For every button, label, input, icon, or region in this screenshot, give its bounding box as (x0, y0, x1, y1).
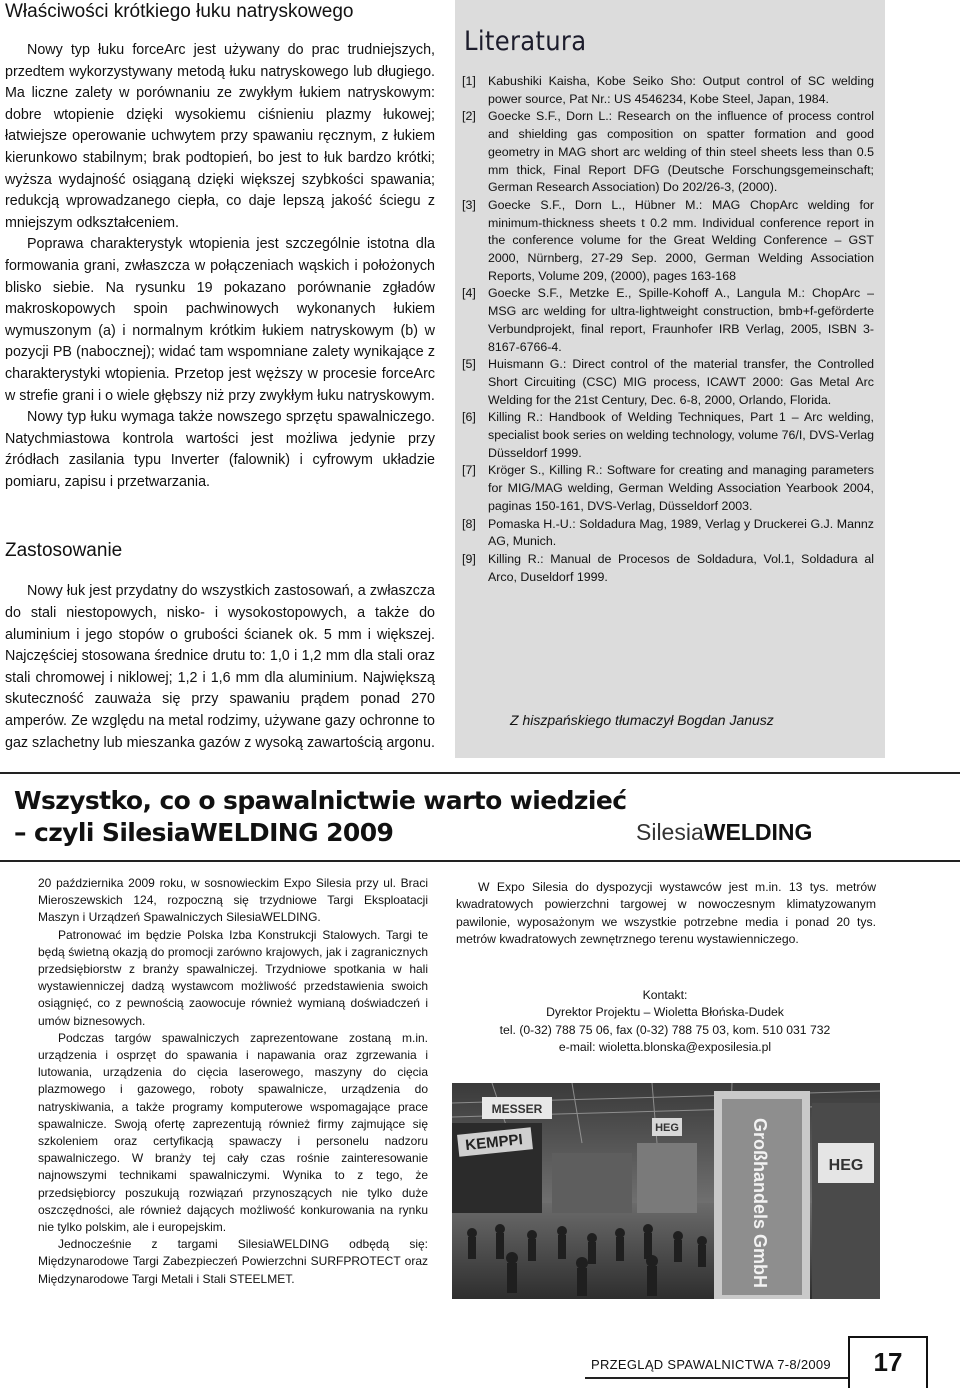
properties-text (5, 40, 435, 493)
silesiawelding-logo: SilesiaWELDING (636, 819, 813, 845)
page-number: 17 (848, 1336, 928, 1388)
reference-item: [4] Goecke S.F., Metzke E., Spille-Kohoff A., Langula M.: ChopArc – MSG arc welding for ultra-lightweight construction, bmb+f-geförderte Verbundprojekt, final report, Fraunhofer IRB Verlag, 2005, ISBN 3-8167-6766-4. (462, 286, 874, 354)
paragraph: W Expo Silesia do dyspozycji wystawców jest m.in. 13 tys. metrów kwadratowych powierzchni targowej w nowoczesnym klimatyzowanym pawilonie, wyposażonym we wszystkie potrzebne media i ponad 20 tys. metrów kwadratowych zewnętrznego terenu wystawienniczego. (456, 880, 876, 947)
paragraph: Jednocześnie z targami SilesiaWELDING odbędą się: Międzynarodowe Targi Zabezpieczeń Powierzchni SURFPROTECT oraz Międzynarodowe Targi Metali i Stali STEELMET. (38, 1237, 428, 1286)
contact-phone: tel. (0-32) 788 75 06, fax (0-32) 788 75 03, kom. 510 031 732 (499, 1022, 831, 1037)
literature-box (455, 0, 885, 758)
paragraph: 20 października 2009 roku, w sosnowieckim Expo Silesia przy ul. Braci Mieroszewskich 124, rozpoczną się trzydniowe Targi Eksploatacji Maszyn i Urządzeń Spawalniczych SilesiaWELDING. (38, 876, 428, 925)
photo-sign-grosshandels: Großhandels GmbH (750, 1117, 770, 1289)
contact-email: e-mail: wioletta.blonska@exposilesia.pl (558, 1040, 772, 1055)
contact-heading: Kontakt: (642, 988, 688, 1002)
trade-fair-hall-image (452, 1083, 880, 1299)
applications-text (5, 581, 435, 754)
photo-sign-kemppi: KEMPPI (464, 1131, 524, 1155)
divider (0, 860, 960, 862)
reference-item: [3] Goecke S.F., Dorn L., Hübner M.: MAG ChopArc welding for minimum-thickness sheets t 0.2 mm. Individual conference report in the conference volume for the Great Welding Conference – GST 2000, Nürnberg, 27-29 Sep. 2000, German Welding Association Reports, Volume 209, (2000), pages 163-168 (462, 197, 874, 283)
trade-fair-photo (452, 1083, 880, 1299)
paragraph: Nowy typ łuku forceArc jest używany do prac trudniejszych, przedtem wykorzystywany metodą łuku natryskowego lub długiego. Ma liczne zalety w porównaniu ze zwykłym łukiem natryskowym: dobre wtopienie dzięki wysokiemu ciśnieniu plazmy łukowej; łatwiejsze operowanie uchwytem przy spawaniu ręcznym, z łukiem kierunkowo stabilnym; brak podtopień, bo jest to łuk bardzo krótki; wyższa wydajność osiąganą dzięki większej szybkości spawania; redukcją wprowadzanego ciepła, co daje lepszą jakość ściegu z mniejszym odkształceniem. (5, 42, 435, 231)
literature-title: Literatura (464, 26, 587, 57)
divider (0, 772, 960, 774)
banner-title-line1: Wszystko, co o spawalnictwie warto wiedzieć (14, 786, 627, 815)
fair-article-right (456, 879, 876, 949)
journal-title: PRZEGLĄD SPAWALNICTWA 7-8/2009 (591, 1357, 831, 1372)
reference-item: [1] Kabushiki Kaisha, Kobe Seiko Sho: Output control of SC welding power source, Pat Nr.: US 4546234, Kobe Steel, Japan, 1984. (462, 74, 874, 106)
paragraph: Patronować im będzie Polska Izba Konstrukcji Stalowych. Targi te będą świetną okazją do promocji zarówno krajowych, jak i zagranicznych przedsiębiorstw z branży spawalniczej. Trzydniowe spotkania w hali wystawienniczej dadzą wystawcom możliwość przedstawienia swoich osiągnięć, co z pewnością zaowocuje również wymianą doświadczeń i umów biznesowych. (38, 927, 428, 1028)
fair-article-left (38, 875, 428, 1288)
section-heading-applications: Zastosowanie (5, 540, 123, 562)
reference-item: [7] Kröger S., Killing R.: Software for creating and managing parameters for MIG/MAG welding, German Welding Association Yearbook 2004, paginas 150-161, DVS-Verlag, Düsseldorf 2003. (462, 463, 874, 513)
translator-credit: Z hiszpańskiego tłumaczył Bogdan Janusz (510, 712, 774, 728)
reference-item: [6] Killing R.: Handbook of Welding Techniques, Part 1 – Arc welding, specialist book series on welding technology, volume 76/I, DVS-Verlag Düsseldorf 1999. (462, 410, 874, 460)
contact-block (456, 987, 874, 1057)
reference-item: [2] Goecke S.F., Dorn L.: Research on the influence of process control and shielding gas composition on spatter formation and good geometry in MAG short arc welding of thin steel sheets less than 0.5 mm thick, Final Report DFG (Deutsche Forschungsgemeinschaft; German Research Association) Do 202/26-3, (2000). (462, 109, 874, 195)
photo-sign-messer: MESSER (491, 1102, 543, 1116)
footer-rule (585, 1377, 850, 1379)
reference-item: [8] Pomaska H.-U.: Soldadura Mag, 1989, Verlag y Druckerei G.J. Mannz AG, Munich. (462, 516, 874, 549)
left-column (5, 0, 435, 754)
paragraph: Nowy łuk jest przydatny do wszystkich zastosowań, a zwłaszcza do stali niestopowych, nisko- i wysokostopowych, a także do aluminium i jego stopów o grubości ścianek ok. 5 mm i większej. Najczęściej stosowana średnice drutu to: 1,0 i 1,2 mm dla stali oraz stali chromowej i niklowej; 1,2 i 1,6 mm dla aluminium. Największą skuteczność zauważa się przy spawaniu prądem ponad 270 amperów. Ze względu na metal rodzimy, używane gazy ochronne to gaz szlachetny lub mieszanka gazów z wysoką zawartością argonu. (5, 583, 435, 751)
section-heading-properties: Właściwości krótkiego łuku natryskowego (5, 1, 354, 22)
paragraph: Poprawa charakterystyk wtopienia jest szczególnie istotna dla formowania grani, zwłaszcza w połączeniach wąskich i położonych blisko siebie. Na rysunku 19 pokazano porównanie zgładów makroskopowych spoin pachwinowych wykonanych łukiem wymuszonym (a) i normalnym krótkim łukiem natryskowym (b) w pozycji PB (nabocznej); widać tam wspomniane zalety wynikające z charakterystyki wtopienia. Przetop jest węższy w procesie forceArc w strefie grani i o wiele głębszy niż przy zwykłym łuku natryskowym. (5, 236, 435, 404)
photo-sign-heg-large: HEG (828, 1157, 864, 1174)
banner-title-line2: – czyli SilesiaWELDING 2009 (14, 818, 394, 847)
reference-item: [9] Killing R.: Manual de Procesos de Soldadura, Vol.1, Soldadura al Arco, Duseldorf 1999. (462, 551, 874, 584)
contact-name: Dyrektor Projektu – Wioletta Błońska-Dudek (546, 1005, 784, 1020)
photo-sign-heg-small: HEG (655, 1122, 679, 1134)
paragraph: Nowy typ łuku wymaga także nowszego sprzętu spawalniczego. Natychmiastowa kontrola wartości jest możliwa jedynie przy źródłach zasilania typu Inverter (falownik) i cyfrowym układzie pomiaru, zapisu i przetwarzania. (5, 409, 435, 490)
paragraph: Podczas targów spawalniczych zaprezentowane zostaną m.in. urządzenia i osprzęt do spawania i napawania oraz zgrzewania i lutowania, urządzenia do cięcia laserowego, maszyny do cięcia plazmowego i gazowego, roboty spawalnicze, urządzenia do natryskiwania, a także programy komputerowe wspomagające prace spawalnicze. Swoją ofertę zaprezentują również firmy zajmujące się szkoleniem oraz certyfikacją spawaczy i personelu nadzoru spawalniczego. W branży tej cały czas rośnie zainteresowanie najnowszymi technikami spawalniczymi. Wynika to z tego, że przedsiębiorcy poszukują rozwiązań przynoszących nie tylko duże oszczędności, ale również dających możliwość konkurowania na rynku nie tylko polskim, ale i europejskim. (38, 1030, 428, 1235)
reference-list (462, 73, 874, 586)
reference-item: [5] Huismann G.: Direct control of the material transfer, the Controlled Short Circuiting (CSC) MIG process, ICAWT 2000: Gas Metal Arc Welding for the 21st Century, Dec. 6-8, 2000, Orlando, Florida. (462, 357, 874, 407)
